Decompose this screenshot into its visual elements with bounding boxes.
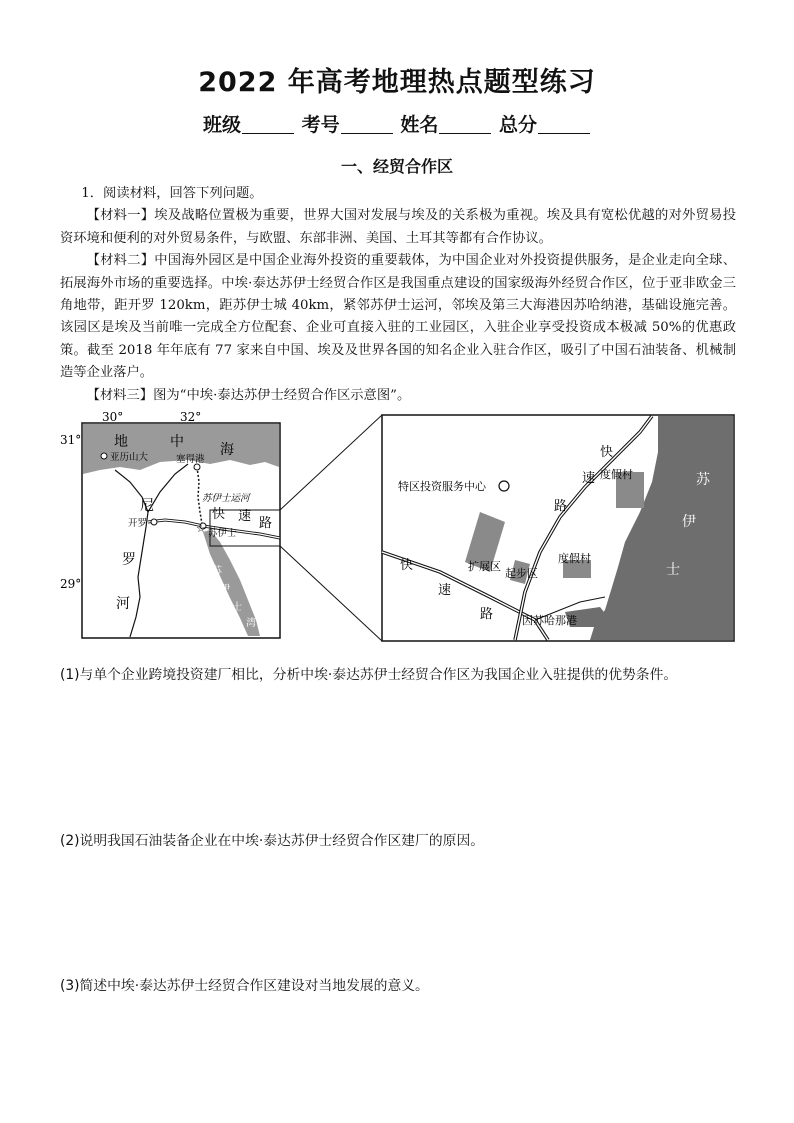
lat-31-label: 31° [60, 433, 82, 447]
sea-char-1: 地 [114, 434, 128, 450]
right-gulf-char-3: 士 [666, 562, 680, 578]
right-map [382, 415, 734, 641]
score-blank[interactable] [538, 115, 590, 134]
sub-question-3: (3)简述中埃·泰达苏伊士经贸合作区建设对当地发展的意义。 [60, 978, 429, 994]
lat-29-label: 29° [60, 577, 82, 591]
right-highway-high-char-3: 路 [554, 499, 568, 514]
exam-no-label: 考号 [301, 114, 340, 136]
right-gulf-char-2: 伊 [682, 514, 696, 530]
resort-top-label: 度假村 [600, 468, 633, 481]
map-svg [60, 412, 740, 644]
zone-star-icon: ☆ [196, 522, 206, 535]
gulf-char-4: 湾 [246, 618, 256, 629]
highway-char-3: 路 [259, 516, 273, 531]
figure-map [60, 412, 740, 644]
canal-label: 苏伊士运河 [202, 493, 250, 504]
service-center-label: 特区投资服务中心 [398, 480, 486, 493]
suez-label: 苏伊士 [208, 528, 237, 539]
left-map [60, 412, 280, 638]
connector-bottom [280, 546, 382, 641]
right-highway-low-char-1: 快 [400, 558, 414, 573]
name-blank[interactable] [439, 115, 491, 134]
class-label: 班级 [203, 114, 242, 136]
exam-no-blank[interactable] [341, 115, 393, 134]
sea-char-3: 海 [220, 442, 234, 458]
river-char-3: 河 [116, 596, 130, 612]
sub-question-1: (1)与单个企业跨境投资建厂相比，分析中埃·泰达苏伊士经贸合作区为我国企业入驻提供的优势条件。 [60, 667, 678, 683]
starter-label: 起步区 [505, 567, 538, 580]
material-two: 【材料二】中国海外园区是中国企业海外投资的重要载体，为中国企业对外投资提供服务，是企业走向全球、拓展海外市场的重要选择。中埃·泰达苏伊士经贸合作区是我国重点建设的国家级海外经贸合作区，位于亚非欧金三角地带，距开罗 120km，距苏伊士城 40km，紧邻苏伊士运河，邻埃及第三大海港因苏哈纳港，基础设施完善。该园区是埃及当前唯一完成全方位配套、企业可直接入驻的工业园区，入驻企业享受投资成本极减 50%的优惠政策。截至 2018 年年底有 77 家来自中国、埃及及世界各国的知名企业入驻合作区，吸引了中国石油装备、机械制造等企业落户。 [60, 253, 736, 381]
question-intro: 1．阅读材料，回答下列问题。 [81, 186, 263, 201]
port-said-label: 塞得港 [176, 454, 205, 465]
material-three: 【材料三】图为“中埃·泰达苏伊士经贸合作区示意图”。 [86, 387, 411, 403]
page-title: 2022 年高考地理热点题型练习 [198, 67, 596, 98]
right-highway-high-char-2: 速 [582, 471, 596, 486]
alexandria-marker [101, 453, 107, 459]
port-label: 因苏哈那港 [522, 614, 577, 627]
gulf-char-3: 士 [232, 602, 242, 613]
lon-30-label: 30° [102, 412, 124, 424]
name-label: 姓名 [400, 114, 439, 136]
alexandria-label: 亚历山大 [110, 452, 149, 463]
right-highway-low-char-3: 路 [480, 607, 494, 622]
connector-top [280, 415, 382, 510]
highway-char-1: 快 [212, 507, 226, 522]
right-highway-high-char-1: 快 [600, 445, 614, 460]
river-char-1: 尼 [140, 498, 154, 514]
student-info-line [0, 110, 794, 137]
gulf-char-2: 伊 [220, 584, 230, 595]
expansion-label: 扩展区 [468, 560, 501, 573]
river-char-2: 罗 [122, 552, 136, 568]
sea-char-2: 中 [170, 434, 184, 450]
sub-question-2: (2)说明我国石油装备企业在中埃·泰达苏伊士经贸合作区建厂的原因。 [60, 833, 485, 849]
highway-char-2: 速 [238, 509, 252, 524]
gulf-char-1: 苏 [212, 566, 222, 577]
question-body [60, 183, 736, 407]
cairo-label: 开罗 [128, 518, 148, 529]
section-title: 一、经贸合作区 [340, 157, 453, 176]
material-one: 【材料一】埃及战略位置极为重要，世界大国对发展与埃及的关系极为重视。埃及具有宽松优越的对外贸易投资环境和便利的对外贸易条件，与欧盟、东部非洲、美国、土耳其等都有合作协议。 [60, 208, 736, 246]
score-label: 总分 [498, 114, 537, 136]
right-highway-low-char-2: 速 [438, 583, 452, 598]
lon-32-label: 32° [180, 412, 202, 424]
resort-bottom-label: 度假村 [558, 552, 591, 565]
right-gulf-char-1: 苏 [696, 472, 710, 488]
service-center-marker [499, 481, 509, 491]
cairo-marker [151, 519, 157, 525]
class-blank[interactable] [242, 115, 294, 134]
